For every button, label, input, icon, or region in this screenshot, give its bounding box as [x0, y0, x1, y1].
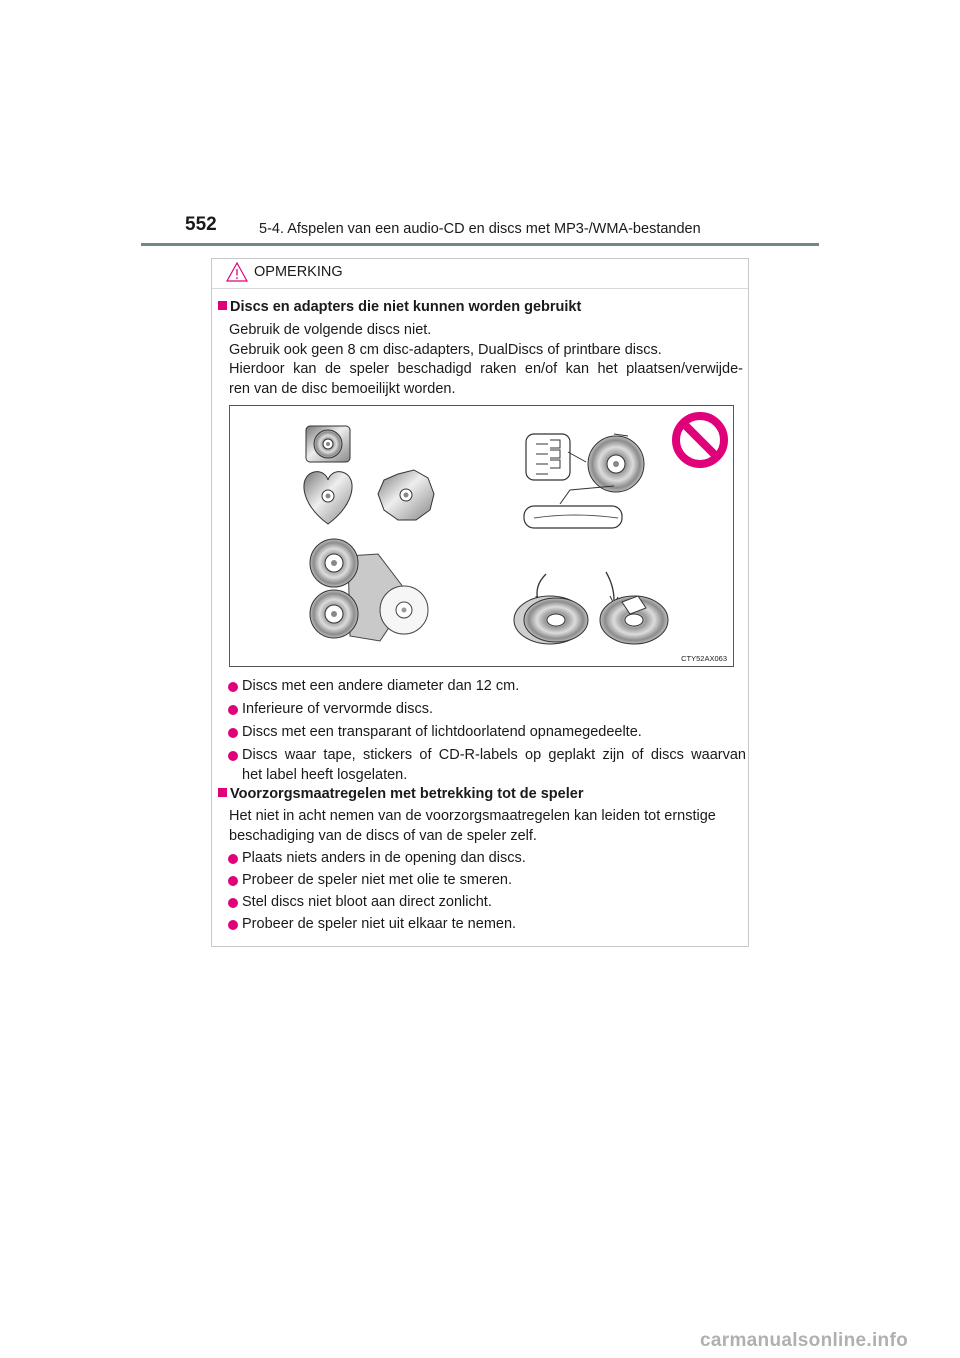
text-line: Gebruik de volgende discs niet.	[229, 322, 432, 338]
warped-disc-icon	[524, 434, 644, 528]
bullet-dot-icon	[228, 920, 238, 930]
square-bullet-icon	[218, 788, 227, 797]
bullet-dot-icon	[228, 854, 238, 864]
bullet-dot-icon	[228, 728, 238, 738]
bullet-dot-icon	[228, 751, 238, 761]
unusable-discs-illustration	[229, 405, 734, 667]
text-line: Discs waar tape, stickers of CD-R-labels op geplakt zijn of discs waarvan	[242, 747, 746, 763]
paragraph-player-precautions	[229, 807, 743, 846]
section-title: 5-4. Afspelen van een audio-CD en discs met MP3-/WMA-bestanden	[259, 221, 701, 237]
bullet-dot-icon	[228, 898, 238, 908]
square-bullet-icon	[218, 301, 227, 310]
watermark: carmanualsonline.info	[700, 1330, 908, 1351]
notice-box	[211, 258, 749, 947]
list-item: Stel discs niet bloot aan direct zonlicht.	[228, 893, 746, 913]
list-item	[228, 746, 746, 785]
text-line: het label heeft losgelaten.	[242, 766, 408, 783]
header-rule	[141, 243, 819, 246]
text-line: Hierdoor kan de speler beschadigd raken en/of kan het plaatsen/verwijde-	[229, 361, 743, 377]
page-number: 552	[185, 214, 217, 235]
taped-disc-icon	[514, 574, 588, 644]
list-item: Discs met een transparant of lichtdoorlatend opnamegedeelte.	[228, 723, 746, 743]
list-item: Plaats niets anders in de opening dan discs.	[228, 849, 746, 869]
figure-code: CTY52AX063	[681, 654, 727, 663]
text-line: Gebruik ook geen 8 cm disc-adapters, DualDiscs of printbare discs.	[229, 341, 662, 358]
bullet-dot-icon	[228, 682, 238, 692]
prohibited-icon	[676, 416, 724, 464]
bullet-dot-icon	[228, 876, 238, 886]
text-line: ren van de disc bemoeilijkt worden.	[229, 380, 456, 397]
section-heading-player-precautions: Voorzorgsmaatregelen met betrekking tot de speler	[218, 786, 583, 802]
text-line: Het niet in acht nemen van de voorzorgsmaatregelen kan leiden tot ernstige	[229, 808, 716, 824]
bullet-dot-icon	[228, 705, 238, 715]
label-disc-icon	[600, 572, 668, 644]
heart-disc-icon	[304, 472, 352, 524]
square-disc-icon	[306, 426, 350, 462]
text-line: beschadiging van de discs of van de speler zelf.	[229, 827, 537, 844]
list-item: Inferieure of vervormde discs.	[228, 700, 746, 720]
list-item: Probeer de speler niet met olie te smeren.	[228, 871, 746, 891]
irregular-disc-icon	[378, 470, 434, 520]
notice-label: OPMERKING	[254, 264, 343, 280]
notice-header	[212, 259, 748, 289]
paragraph-unusable-discs	[229, 321, 743, 399]
section-heading-unusable-discs: Discs en adapters die niet kunnen worden gebruikt	[218, 299, 581, 315]
transparent-disc-icon	[310, 539, 428, 641]
list-item: Probeer de speler niet uit elkaar te nemen.	[228, 915, 746, 935]
list-item: Discs met een andere diameter dan 12 cm.	[228, 677, 746, 697]
warning-triangle-icon	[226, 262, 248, 287]
